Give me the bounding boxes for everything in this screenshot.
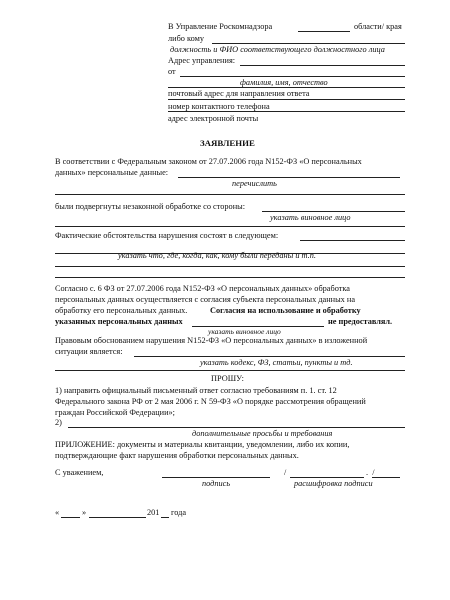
from-field-line — [180, 76, 405, 77]
postal-address-label: почтовый адрес для направления ответа — [168, 89, 310, 98]
to-whom-text: либо кому — [168, 34, 205, 43]
document-title: ЗАЯВЛЕНИЕ — [200, 138, 255, 148]
p5-field-line — [134, 356, 405, 357]
date-month-line — [89, 517, 146, 518]
p1-line1: В соответствии с Федеральным законом от 27.07.2006 года N152-ФЗ «О персональных — [55, 157, 362, 166]
p3-field-line-3 — [55, 266, 405, 267]
p3-label: Фактические обстоятельства нарушения состоят в следующем: — [55, 231, 279, 240]
from-field-line-2 — [168, 87, 405, 88]
decode-hint: расшифровка подписи — [294, 479, 373, 488]
p1-field-line — [178, 177, 400, 178]
decode-initials-line — [372, 477, 400, 478]
request-item1-line3: граждан Российской Федерации»; — [55, 408, 175, 417]
date-year-line — [161, 517, 169, 518]
p1-hint: перечислить — [232, 179, 277, 188]
p4-line4a: указанных персональных данных — [55, 317, 183, 326]
signature-field-line — [162, 477, 270, 478]
to-whom-hint: должность и ФИО соответствующего должностного лица — [170, 45, 385, 54]
p5-hint: указать кодекс, ФЗ, статьи, пункты и тд. — [200, 358, 353, 367]
regards-text: С уважением, — [55, 468, 104, 477]
attachment-line2: подтверждающие факт нарушения обработки персональных данных. — [55, 451, 299, 460]
attachment-line1: ПРИЛОЖЕНИЕ: документы и материалы квитанции, уведомлении, либо их копии, — [55, 440, 350, 449]
date-year-suffix: года — [171, 508, 187, 517]
p4-line2: персональных данных осуществляется с согласия субъекта персональных данных на — [55, 295, 356, 304]
request-item1-line1: 1) направить официальный письменный ответ согласно требованиям п. 1. ст. 12 — [55, 386, 337, 395]
to-whom-field-line — [212, 43, 405, 44]
p3-hint: указать что, где, когда, как, кому были переданы и т.п. — [118, 251, 316, 260]
to-authority-text: В Управление Роскомнадзора — [168, 22, 273, 31]
p2-field-line-2 — [55, 226, 405, 227]
p2-hint: указать виновное лицо — [270, 213, 351, 222]
address-field-line — [240, 65, 405, 66]
p3-field-line — [300, 240, 405, 241]
p2-field-line — [262, 211, 405, 212]
p5-line2: ситуации является: — [55, 347, 123, 356]
decode-field-line — [290, 477, 364, 478]
date-open-quote: « — [55, 508, 60, 517]
p4-line3b: Согласия на использование и обработку — [210, 306, 361, 315]
from-label: от — [168, 67, 176, 76]
signature-hint: подпись — [202, 479, 231, 488]
decode-slash-close: . / — [366, 468, 375, 477]
request-item2-label: 2) — [55, 418, 62, 427]
p2-label: были подвергнуты незаконной обработке со стороны: — [55, 202, 246, 211]
p4-hint: указать виновное лицо — [208, 327, 281, 336]
date-close-quote: » — [82, 508, 87, 517]
p1-line2: данных» персональные данные: — [55, 168, 169, 177]
date-day-line — [61, 517, 80, 518]
request-item2-field-line — [68, 427, 405, 428]
request-item2-hint: дополнительные просьбы и требования — [192, 429, 333, 438]
postal-address-field-line — [168, 99, 405, 100]
p5-line1: Правовым обоснованием нарушения N152-ФЗ «О персональных данных» в изложенной — [55, 336, 368, 345]
p4-line1: Согласно с. 6 ФЗ от 27.07.2006 года N152-ФЗ «О персональных данных» обработка — [55, 284, 350, 293]
address-label: Адрес управления: — [168, 56, 236, 65]
decode-slash-open: / — [284, 468, 287, 477]
from-hint: фамилия, имя, отчество — [240, 78, 328, 87]
region-suffix-text: области/ края — [354, 22, 402, 31]
p5-field-line-2 — [55, 370, 405, 371]
region-field-line — [298, 31, 350, 32]
phone-field-line — [168, 111, 405, 112]
date-year-prefix: 201 — [147, 508, 160, 517]
p4-line3a: обработку его персональных данных. — [55, 306, 188, 315]
p4-line4b: не предоставлял. — [328, 317, 393, 326]
p1-field-line-2 — [55, 194, 405, 195]
email-label: адрес электронной почты — [168, 114, 259, 123]
request-item1-line2: Федерального закона РФ от 2 мая 2006 г. N 59-ФЗ «О порядке рассмотрения обращений — [55, 397, 366, 406]
phone-label: номер контактного телефона — [168, 102, 270, 111]
p3-field-line-4 — [55, 277, 405, 278]
request-heading: ПРОШУ: — [211, 374, 244, 383]
